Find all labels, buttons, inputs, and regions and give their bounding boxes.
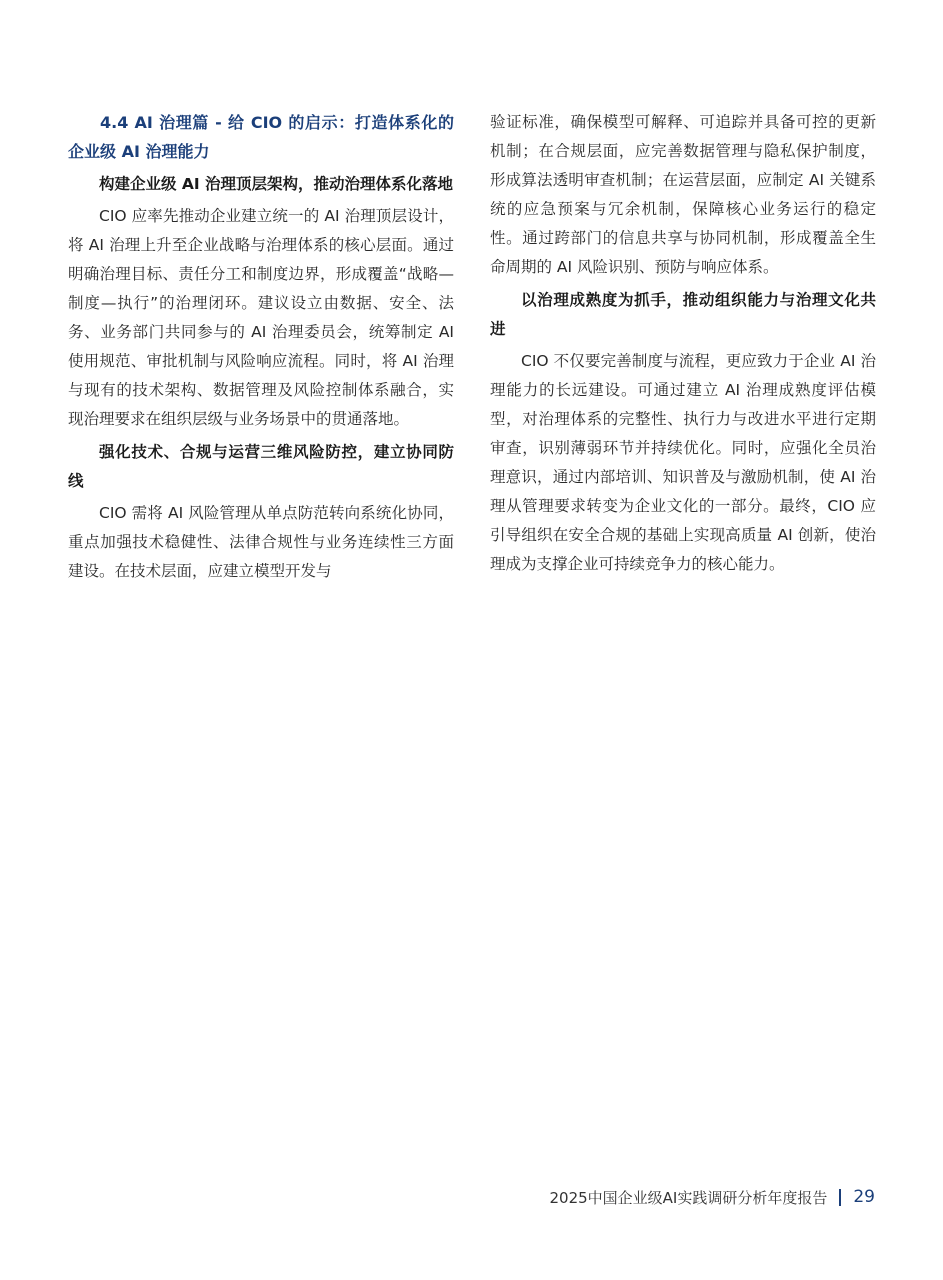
subheading-risk-control: 强化技术、合规与运营三维风险防控，建立协同防线	[68, 443, 454, 490]
right-column	[490, 108, 876, 583]
section-title: 4.4 AI 治理篇 - 给 CIO 的启示：打造体系化的企业级 AI 治理能力	[68, 113, 454, 161]
footer-divider	[839, 1189, 841, 1206]
paragraph-risk-control-continued: 验证标准，确保模型可解释、可追踪并具备可控的更新机制；在合规层面，应完善数据管理与隐私保护制度，形成算法透明审查机制；在运营层面，应制定 AI 关键系统的应急预案与冗余机制，保障核心业务运行的稳定性。通过跨部门的信息共享与协同机制，形成覆盖全生命周期的 AI 风险识别、预防与响应体系。	[490, 113, 876, 276]
footer-report-title: 2025中国企业级AI实践调研分析年度报告	[549, 1188, 828, 1207]
left-column	[68, 108, 454, 590]
subheading-governance-architecture: 构建企业级 AI 治理顶层架构，推动治理体系化落地	[99, 175, 454, 193]
page-footer	[549, 1186, 875, 1208]
subheading-governance-maturity: 以治理成熟度为抓手，推动组织能力与治理文化共进	[490, 291, 876, 338]
page-number: 29	[853, 1187, 875, 1207]
paragraph-governance-maturity: CIO 不仅要完善制度与流程，更应致力于企业 AI 治理能力的长远建设。可通过建立 AI 治理成熟度评估模型，对治理体系的完整性、执行力与改进水平进行定期审查，识别薄弱环节并持续优化。同时，应强化全员治理意识，通过内部培训、知识普及与激励机制，使 AI 治理从管理要求转变为企业文化的一部分。最终，CIO 应引导组织在安全合规的基础上实现高质量 AI 创新，使治理成为支撑企业可持续竞争力的核心能力。	[490, 352, 876, 573]
paragraph-risk-control: CIO 需将 AI 风险管理从单点防范转向系统化协同，重点加强技术稳健性、法律合规性与业务连续性三方面建设。在技术层面，应建立模型开发与	[68, 504, 454, 580]
paragraph-governance-architecture: CIO 应率先推动企业建立统一的 AI 治理顶层设计，将 AI 治理上升至企业战略与治理体系的核心层面。通过明确治理目标、责任分工和制度边界，形成覆盖“战略—制度—执行”的治理闭环。建议设立由数据、安全、法务、业务部门共同参与的 AI 治理委员会，统筹制定 AI 使用规范、审批机制与风险响应流程。同时，将 AI 治理与现有的技术架构、数据管理及风险控制体系融合，实现治理要求在组织层级与业务场景中的贯通落地。	[68, 207, 454, 428]
